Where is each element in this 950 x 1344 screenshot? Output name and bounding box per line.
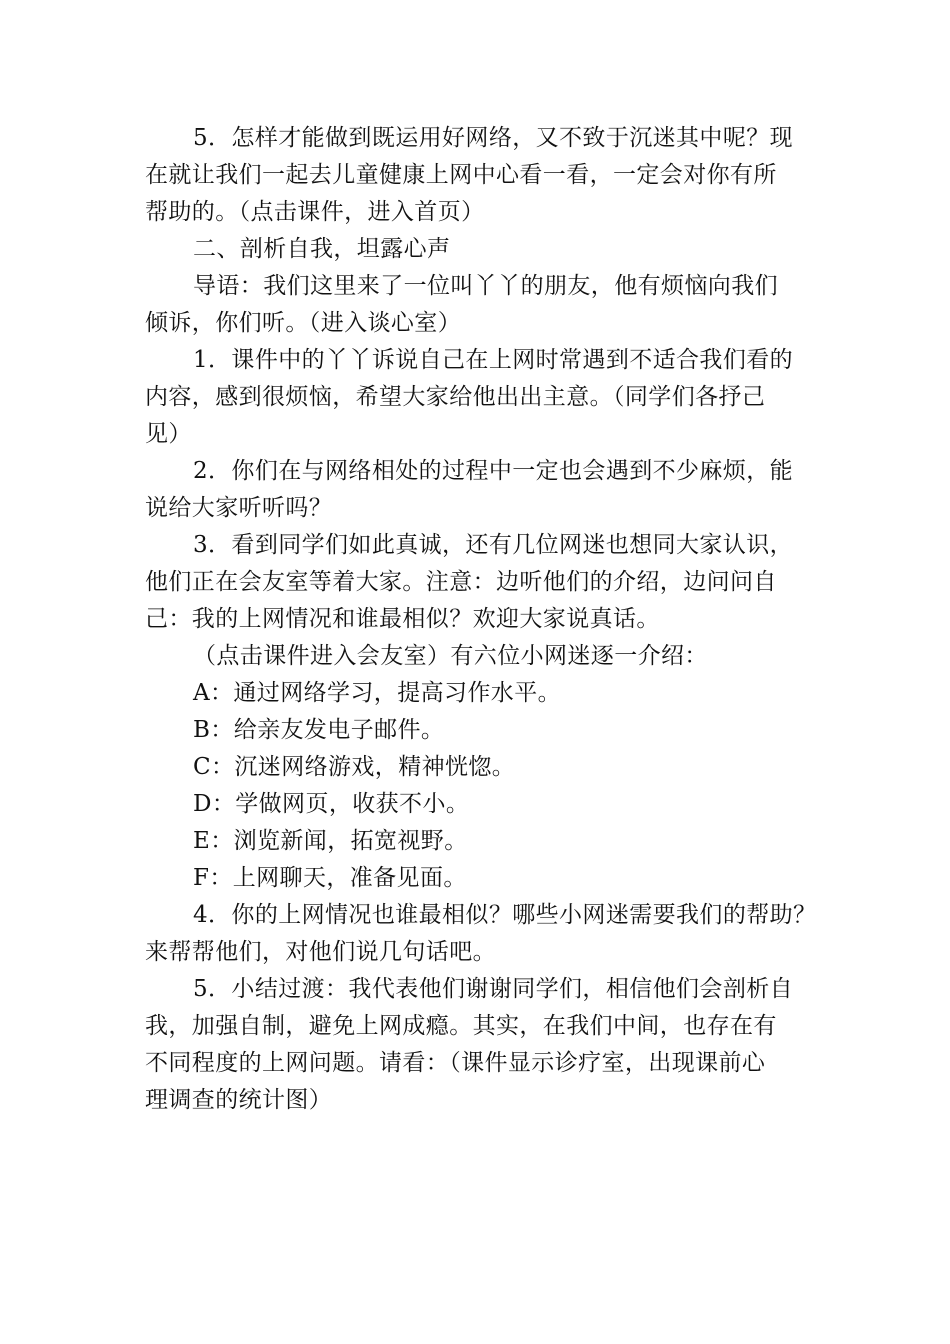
paragraph-line: 见） (145, 421, 192, 447)
paragraph-line: 我，加强自制，避免上网成瘾。其实，在我们中间，也存在有 (145, 1013, 777, 1039)
paragraph-line: 在就让我们一起去儿童健康上网中心看一看，一定会对你有所 (145, 162, 777, 188)
list-item: C：沉迷网络游戏，精神恍惚。 (193, 754, 516, 780)
paragraph-line: 帮助的。（点击课件，进入首页） (145, 199, 485, 225)
paragraph-line: 内容，感到很烦恼，希望大家给他出出主意。（同学们各抒己 (145, 384, 766, 410)
paragraph-line: 他们正在会友室等着大家。注意：边听他们的介绍，边问问自 (145, 569, 777, 595)
paragraph-line: 倾诉，你们听。（进入谈心室） (145, 310, 462, 336)
paragraph-line: 5．小结过渡：我代表他们谢谢同学们，相信他们会剖析自 (193, 976, 794, 1002)
paragraph-line: 4．你的上网情况也谁最相似？哪些小网迷需要我们的帮助？ (193, 902, 817, 928)
paragraph-line: （点击课件进入会友室）有六位小网迷逐一介绍： (193, 643, 708, 669)
paragraph-line: 理调查的统计图） (145, 1087, 333, 1113)
list-item: F：上网聊天，准备见面。 (193, 865, 467, 891)
paragraph-line: 2．你们在与网络相处的过程中一定也会遇到不少麻烦，能 (193, 458, 794, 484)
list-item: A：通过网络学习，提高习作水平。 (193, 680, 562, 706)
paragraph-line: 不同程度的上网问题。请看：（课件显示诊疗室，出现课前心 (145, 1050, 766, 1076)
paragraph-line: 1．课件中的丫丫诉说自己在上网时常遇到不适合我们看的 (193, 347, 794, 373)
paragraph-line: 己：我的上网情况和谁最相似？欢迎大家说真话。 (145, 606, 660, 632)
paragraph-line: 导语：我们这里来了一位叫丫丫的朋友，他有烦恼向我们 (193, 273, 778, 299)
paragraph-line: 来帮帮他们，对他们说几句话吧。 (145, 939, 496, 965)
section-heading: 二、剖析自我，坦露心声 (193, 236, 451, 262)
paragraph-line: 3．看到同学们如此真诚，还有几位网迷也想同大家认识， (193, 532, 794, 558)
list-item: D：学做网页，收获不小。 (193, 791, 470, 817)
list-item: E：浏览新闻，拓宽视野。 (193, 828, 468, 854)
paragraph-line: 5．怎样才能做到既运用好网络，又不致于沉迷其中呢？现 (193, 125, 794, 151)
list-item: B：给亲友发电子邮件。 (193, 717, 445, 743)
paragraph-line: 说给大家听听吗？ (145, 495, 333, 521)
